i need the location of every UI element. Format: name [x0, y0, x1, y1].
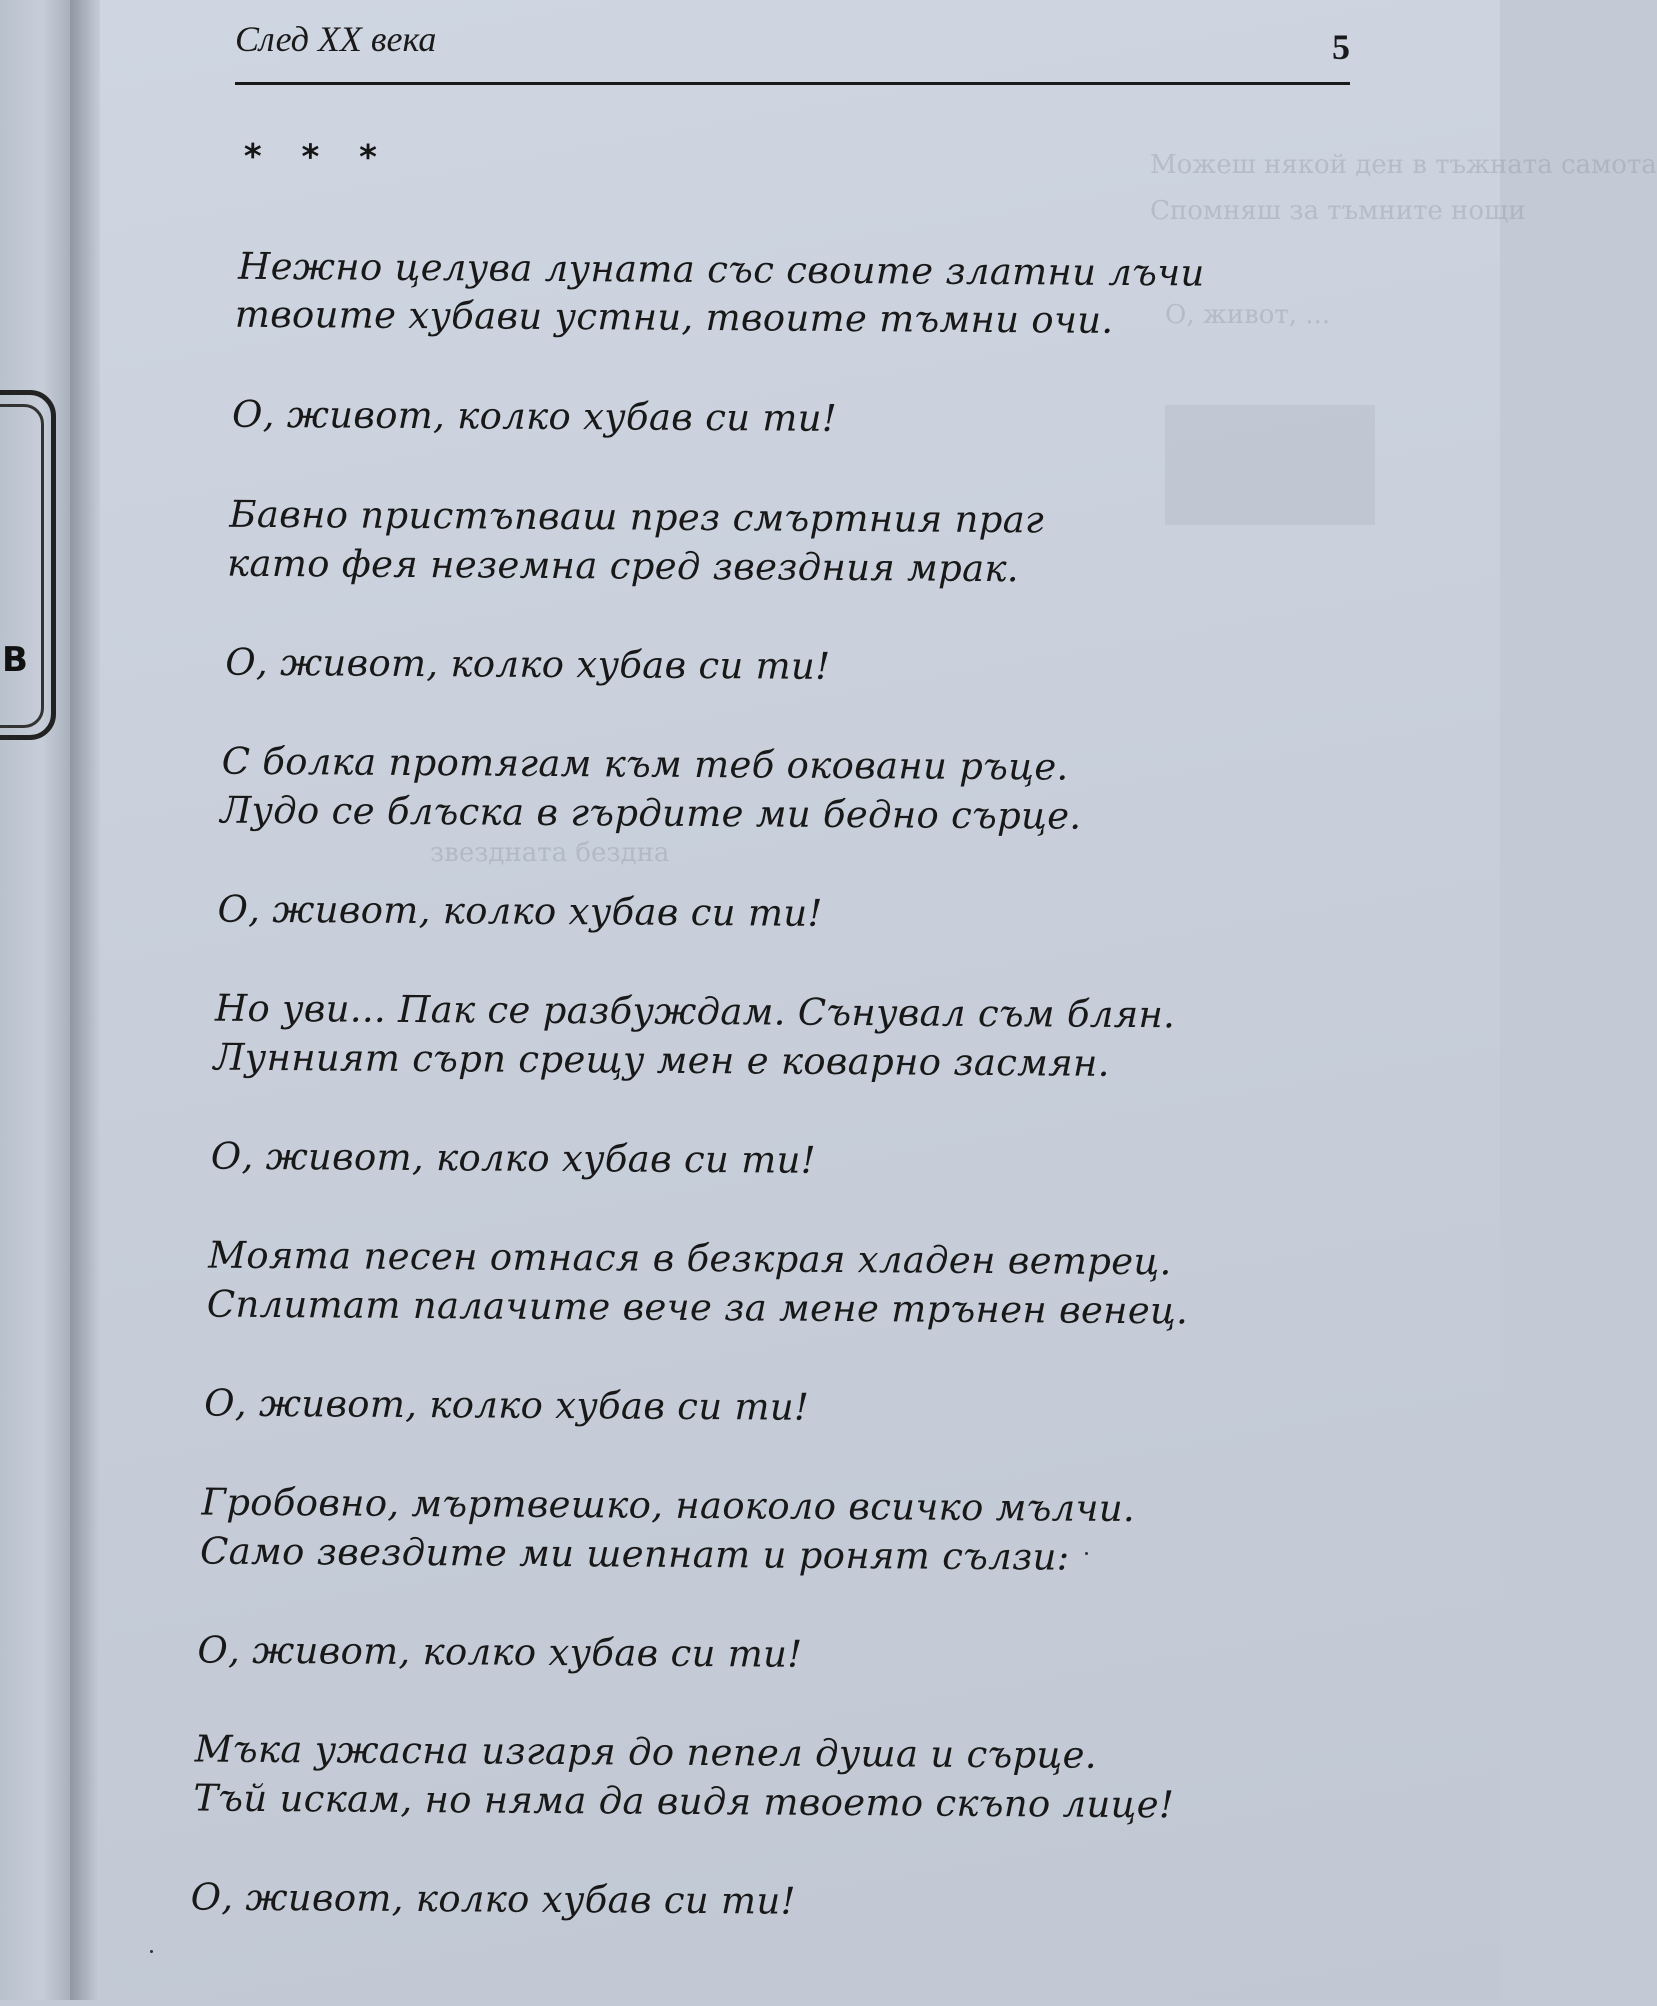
poem-line: С болка протягам към теб оковани ръце.: [221, 739, 1069, 789]
show-through-line: Можеш някой ден в тъжната самота: [1150, 150, 1657, 180]
poem-line: Сплитат палачите вече за мене трънен венец.: [206, 1282, 1189, 1333]
poem-refrain: О, живот, колко хубав си ти!: [217, 887, 823, 935]
poem-line: Мъка ужасна изгаря до пепел душа и сърце.: [194, 1727, 1098, 1777]
poem-line: Но уви... Пак се разбуждам. Сънувал съм блян.: [214, 986, 1176, 1037]
poem-line: Тъй искам, но няма да видя твоето скъпо лице!: [193, 1776, 1175, 1827]
poem-line: твоите хубави устни, твоите тъмни очи.: [234, 292, 1114, 342]
poem-line: Само звездите ми шепнат и ронят сълзи:: [199, 1529, 1070, 1579]
paper-speck: [150, 1950, 153, 1953]
poem-refrain: О, живот, колко хубав си ти!: [197, 1628, 803, 1676]
running-title: След XX века: [235, 19, 437, 59]
section-asterisks: * * *: [243, 136, 392, 178]
left-page-letter: В: [2, 640, 28, 680]
poem-line: Бавно пристъпваш през смъртния праг: [229, 492, 1045, 542]
poem-refrain: О, живот, колко хубав си ти!: [210, 1134, 817, 1182]
poem-refrain: О, живот, колко хубав си ти!: [231, 392, 838, 440]
poem-line: като фея неземна сред звездния мрак.: [226, 541, 1020, 591]
poem-line: Нежно целува луната със своите златни лъчи: [237, 244, 1205, 295]
poem-line: Гробовно, мъртвешко, наоколо всичко мълчи.: [201, 1480, 1136, 1531]
show-through-line: О, живот, ...: [1165, 300, 1331, 330]
show-through-line: звездната бездна: [430, 838, 670, 868]
poem-line: Лунният сърп срещу мен е коварно засмян.: [213, 1035, 1110, 1085]
poem-refrain: О, живот, колко хубав си ти!: [190, 1875, 796, 1923]
show-through-line: Спомняш за тъмните нощи: [1150, 196, 1526, 226]
page-number: 5: [1332, 27, 1350, 67]
poem-refrain: О, живот, колко хубав си ти!: [204, 1381, 810, 1429]
paper-speck: [1085, 1552, 1088, 1555]
poem-line: Моята песен отнася в безкрая хладен ветрец.: [208, 1233, 1172, 1284]
poem-line: Лудо се блъска в гърдите ми бедно сърце.: [220, 788, 1082, 838]
poem-refrain: О, живот, колко хубав си ти!: [225, 640, 831, 688]
